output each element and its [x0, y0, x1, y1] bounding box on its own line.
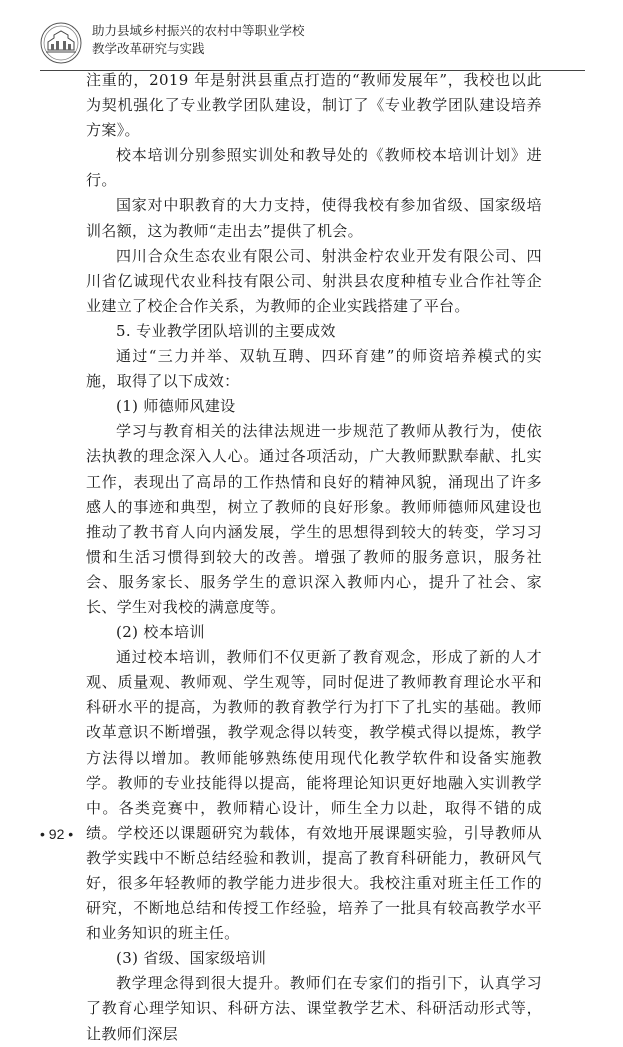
paragraph: 四川合众生态农业有限公司、射洪金柠农业开发有限公司、四川省亿诚现代农业科技有限公司、射洪县农度种植专业合作社等企业建立了校企合作关系，为教师的企业实践搭建了平台。	[86, 246, 542, 315]
header-title-line-2: 教学改革研究与实践	[92, 41, 205, 56]
page-number: • 92 •	[40, 826, 74, 842]
paragraph: 校本培训分别参照实训处和教导处的《教师校本培训计划》进行。	[86, 146, 542, 190]
paragraph: 注重的，2019 年是射洪县重点打造的“教师发展年”，我校也以此为契机强化了专业教学团队建设，制订了《专业教学团队建设培养方案》。	[86, 71, 542, 140]
page-body	[86, 68, 542, 1047]
subsection-heading: (1) 师德师风建设	[116, 397, 236, 416]
paragraph: 学习与教育相关的法律法规进一步规范了教师从教行为，使依法执教的理念深入人心。通过各项活动，广大教师默默奉献、扎实工作，表现出了高昂的工作热情和良好的精神风貌，涌现出了许多感人的事迹和典型，树立了教师的良好形象。教师师德师风建设也推动了教书育人向内涵发展，学生的思想得到较大的转变，学习习惯和生活习惯得到较大的改善。增强了教师的服务意识，服务社会、服务家长、服务学生的意识深入教师内心，提升了社会、家长、学生对我校的满意度等。	[86, 422, 542, 616]
header-title-line-1: 助力县域乡村振兴的农村中等职业学校	[92, 23, 305, 38]
subsection-heading: (3) 省级、国家级培训	[116, 949, 267, 968]
page-header	[40, 16, 585, 68]
paragraph: 通过校本培训，教师们不仅更新了教育观念，形成了新的人才观、质量观、教师观、学生观等，同时促进了教师教育理论水平和科研水平的提高，为教师的教育教学行为打下了扎实的基础。教师改革意识不断增强，教学观念得以转变，教学模式得以提炼，教学方法得以增加。教师能够熟练使用现代化教学软件和设备实施教学。教师的专业技能得以提高，能将理论知识更好地融入实训教学中。各类竞赛中，教师精心设计，师生全力以赴，取得不错的成绩。学校还以课题研究为载体，有效地开展课题实验，引导教师从教学实践中不断总结经验和教训，提高了教育科研能力，教研风气好，很多年轻教师的教学能力进步很大。我校注重对班主任工作的研究，不断地总结和传授工作经验，培养了一批具有较高教学水平和业务知识的班主任。	[86, 648, 542, 943]
paragraph: 通过“三力并举、双轨互聘、四环育建”的师资培养模式的实施，取得了以下成效：	[86, 347, 542, 391]
paragraph: 国家对中职教育的大力支持，使得我校有参加省级、国家级培训名额，这为教师“走出去”提供了机会。	[86, 196, 542, 240]
school-building-icon	[40, 22, 82, 64]
section-heading: 5. 专业教学团队培训的主要成效	[116, 321, 336, 340]
subsection-heading: (2) 校本培训	[116, 623, 205, 642]
paragraph: 教学理念得到很大提升。教师们在专家们的指引下，认真学习了教育心理学知识、科研方法、课堂教学艺术、科研活动形式等，让教师们深层	[86, 974, 542, 1043]
